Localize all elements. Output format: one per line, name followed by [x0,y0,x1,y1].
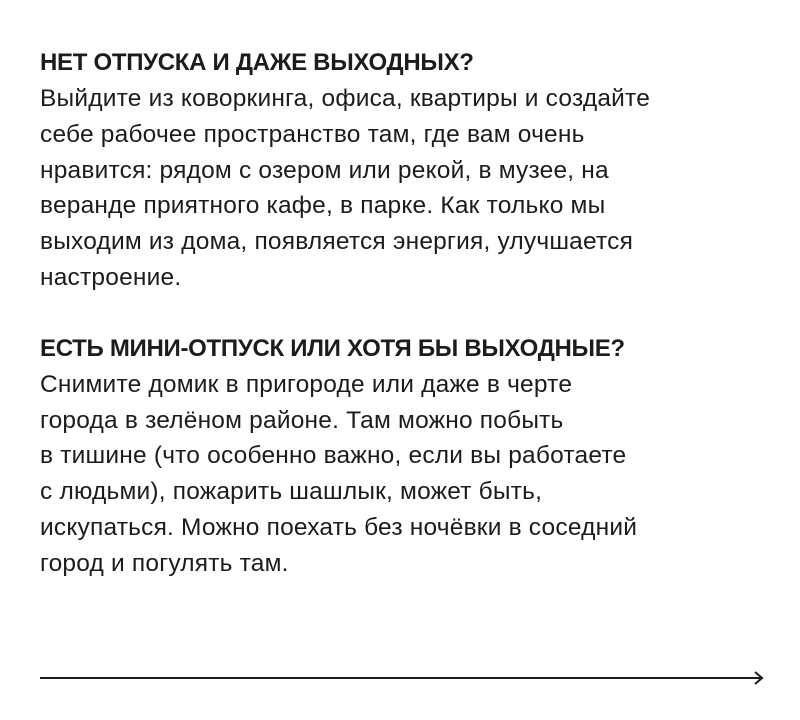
section-paragraph [40,367,770,582]
section-heading: ЕСТЬ МИНИ-ОТПУСК ИЛИ ХОТЯ БЫ ВЫХОДНЫЕ? [40,334,625,362]
paragraph-line: нравится: рядом с озером или рекой, в музее, на [40,156,609,184]
paragraph-line: Выйдите из коворкинга, офиса, квартиры и создайте [40,85,651,112]
arrow-right-icon[interactable] [40,670,764,686]
section-paragraph [40,81,770,296]
paragraph-line: искупаться. Можно поехать без ночёвки в соседний [40,513,638,541]
section-no-vacation [40,46,770,296]
section-heading: НЕТ ОТПУСКА И ДАЖЕ ВЫХОДНЫХ? [40,49,474,76]
paragraph-line: Снимите домик в пригороде или даже в черте [40,370,573,398]
paragraph-line: с людьми), пожарить шашлык, может быть, [40,478,543,506]
text-content [40,46,770,582]
section-mini-vacation [40,332,770,582]
paragraph-line: в тишине (что особенно важно, если вы работаете [40,442,627,470]
paragraph-line: город и погулять там. [40,549,289,577]
paragraph-line: настроение. [40,263,182,291]
paragraph-line: города в зелёном районе. Там можно побыть [40,406,564,434]
paragraph-line: выходим из дома, появляется энергия, улучшается [40,228,634,256]
paragraph-line: веранде приятного кафе, в парке. Как только мы [40,192,606,220]
paragraph-line: себе рабочее пространство там, где вам очень [40,120,585,148]
